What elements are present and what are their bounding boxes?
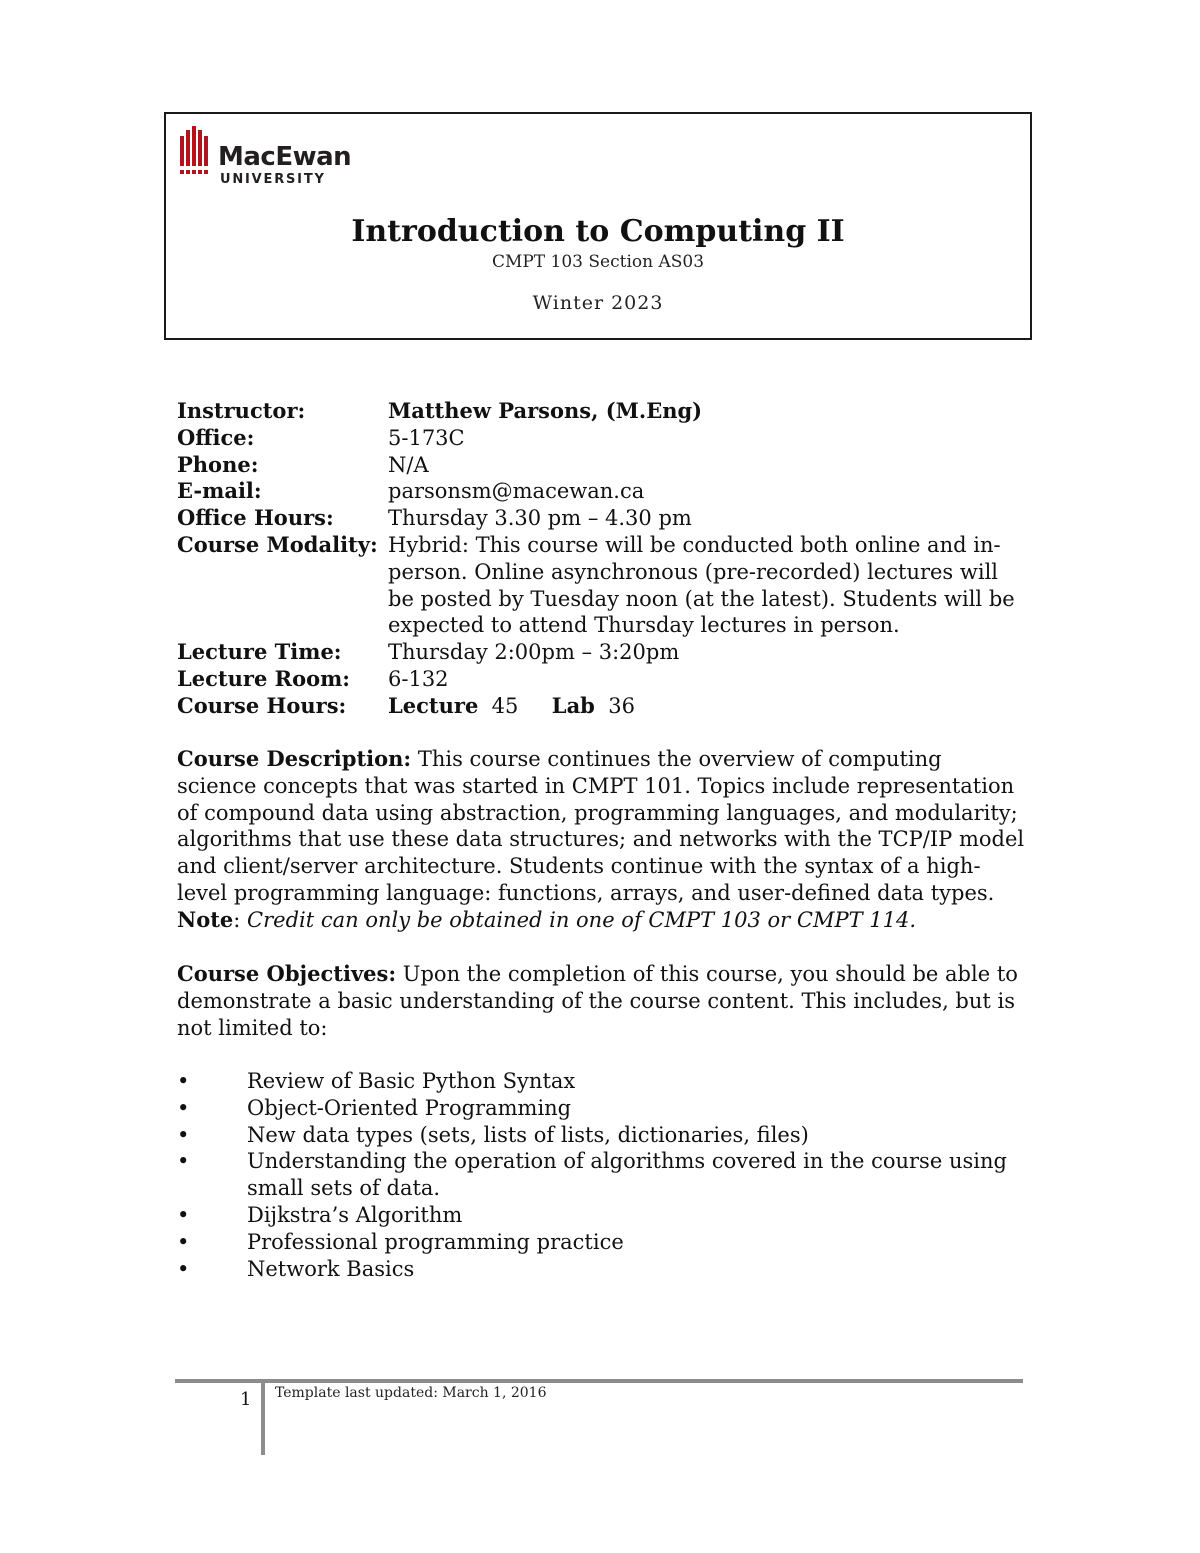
lecture-hours-value: 45	[491, 693, 519, 718]
lecture-hours-label: Lecture	[388, 692, 479, 718]
bullet-icon: •	[177, 1202, 190, 1227]
objectives-text: Upon the completion of this course, you should be able to demonstrate a basic understanding of the course content. This includes, but is not limited to:	[177, 962, 1018, 1040]
office-hours-label: Office Hours:	[177, 505, 334, 531]
info-row-office	[177, 425, 1027, 452]
macewan-logo	[180, 124, 370, 187]
bullet-icon: •	[177, 1256, 190, 1281]
lecture-time-value: Thursday 2:00pm – 3:20pm	[388, 640, 680, 665]
office-label: Office:	[177, 424, 255, 450]
list-item	[177, 1256, 1027, 1283]
list-item	[177, 1068, 1027, 1095]
lecture-room-label: Lecture Room:	[177, 665, 351, 691]
info-row-modality	[177, 532, 1027, 639]
office-value: 5-173C	[388, 425, 465, 450]
list-item-text: Object-Oriented Programming	[247, 1095, 572, 1120]
bullet-icon: •	[177, 1122, 190, 1147]
list-item	[177, 1122, 1027, 1149]
note-text: Credit can only be obtained in one of CMPT 103 or CMPT 114.	[247, 907, 917, 932]
instructor-value: Matthew Parsons, (M.Eng)	[388, 398, 703, 423]
course-hours-label: Course Hours:	[177, 692, 347, 718]
course-description: Course Description: This course continues the overview of computing science concepts that was started in CMPT 101. Topics include representation of compound data using abstraction, programming languages, and modularity; algorithms that use these data structures; and networks with the TCP/IP model and client/server architecture. Students continue with the syntax of a high-level programming language: functions, arrays, and user-defined data types. Note: Credit can only be obtained in one of CMPT 103 or CMPT 114.	[177, 746, 1025, 932]
note-label: Note	[177, 906, 234, 932]
course-section: CMPT 103 Section AS03	[491, 252, 705, 272]
email-value[interactable]: parsonsm@macewan.ca	[388, 479, 645, 504]
header-box	[164, 112, 1032, 340]
logo-subtitle: UNIVERSITY	[220, 172, 326, 187]
course-objectives	[177, 961, 1027, 1041]
list-item-text: Dijkstra’s Algorithm	[247, 1202, 463, 1227]
info-row-course-hours	[177, 693, 1027, 720]
logo-mark-icon	[180, 124, 216, 176]
info-row-lecture-time	[177, 639, 1027, 666]
course-info-table	[177, 398, 1027, 720]
list-item-text: Professional programming practice	[247, 1229, 624, 1254]
footer-vertical-divider	[261, 1383, 265, 1455]
list-item	[177, 1148, 1027, 1202]
lab-hours-label: Lab	[551, 692, 595, 718]
course-hours-value	[388, 693, 1027, 720]
email-label: E-mail:	[177, 478, 262, 504]
bullet-icon: •	[177, 1229, 190, 1254]
bullet-icon: •	[177, 1149, 190, 1174]
info-row-office-hours	[177, 505, 1027, 532]
course-title: Introduction to Computing II	[351, 214, 845, 249]
lecture-room-value: 6-132	[388, 666, 449, 691]
bullet-icon: •	[177, 1069, 190, 1093]
course-term: Winter 2023	[532, 292, 664, 314]
info-row-email	[177, 478, 1027, 505]
phone-label: Phone:	[177, 451, 259, 477]
office-hours-value: Thursday 3.30 pm – 4.30 pm	[388, 506, 692, 531]
description-heading: Course Description:	[177, 746, 412, 771]
modality-value: Hybrid: This course will be conducted both online and in-person. Online asynchronous (pre-recorded) lectures will be posted by Tuesday noon (at the latest). Students will be expected to attend Thursday lectures in person.	[388, 532, 1015, 638]
list-item-text: New data types (sets, lists of lists, dictionaries, files)	[247, 1122, 809, 1147]
list-item	[177, 1202, 1027, 1229]
list-item-text: Network Basics	[247, 1256, 415, 1281]
info-row-phone	[177, 452, 1027, 479]
info-row-lecture-room	[177, 666, 1027, 693]
page-number: 1	[240, 1389, 252, 1410]
description-text: This course continues the overview of computing science concepts that was started in CMPT 101. Topics include representation of compound data using abstraction, programming languages, and modularity; algorithms that use these data structures; and networks with the TCP/IP model and client/server architecture. Students continue with the syntax of a high-level programming language: functions, arrays, and user-defined data types.	[177, 747, 1025, 905]
footer-divider	[175, 1379, 1023, 1383]
footer-template-text: Template last updated: March 1, 2016	[275, 1385, 547, 1401]
list-item	[177, 1229, 1027, 1256]
objectives-list	[177, 1068, 1027, 1282]
objectives-heading: Course Objectives:	[177, 961, 397, 986]
instructor-label: Instructor:	[177, 398, 306, 423]
list-item	[177, 1095, 1027, 1122]
phone-value: N/A	[388, 452, 429, 477]
list-item-text: Review of Basic Python Syntax	[247, 1069, 576, 1093]
lecture-time-label: Lecture Time:	[177, 639, 342, 665]
lab-hours-value: 36	[608, 693, 635, 718]
logo-name: MacEwan	[218, 142, 352, 172]
info-row-instructor	[177, 398, 1027, 425]
bullet-icon: •	[177, 1095, 190, 1120]
list-item-text: Understanding the operation of algorithms covered in the course using small sets of data.	[247, 1149, 1007, 1201]
modality-label: Course Modality:	[177, 531, 378, 557]
